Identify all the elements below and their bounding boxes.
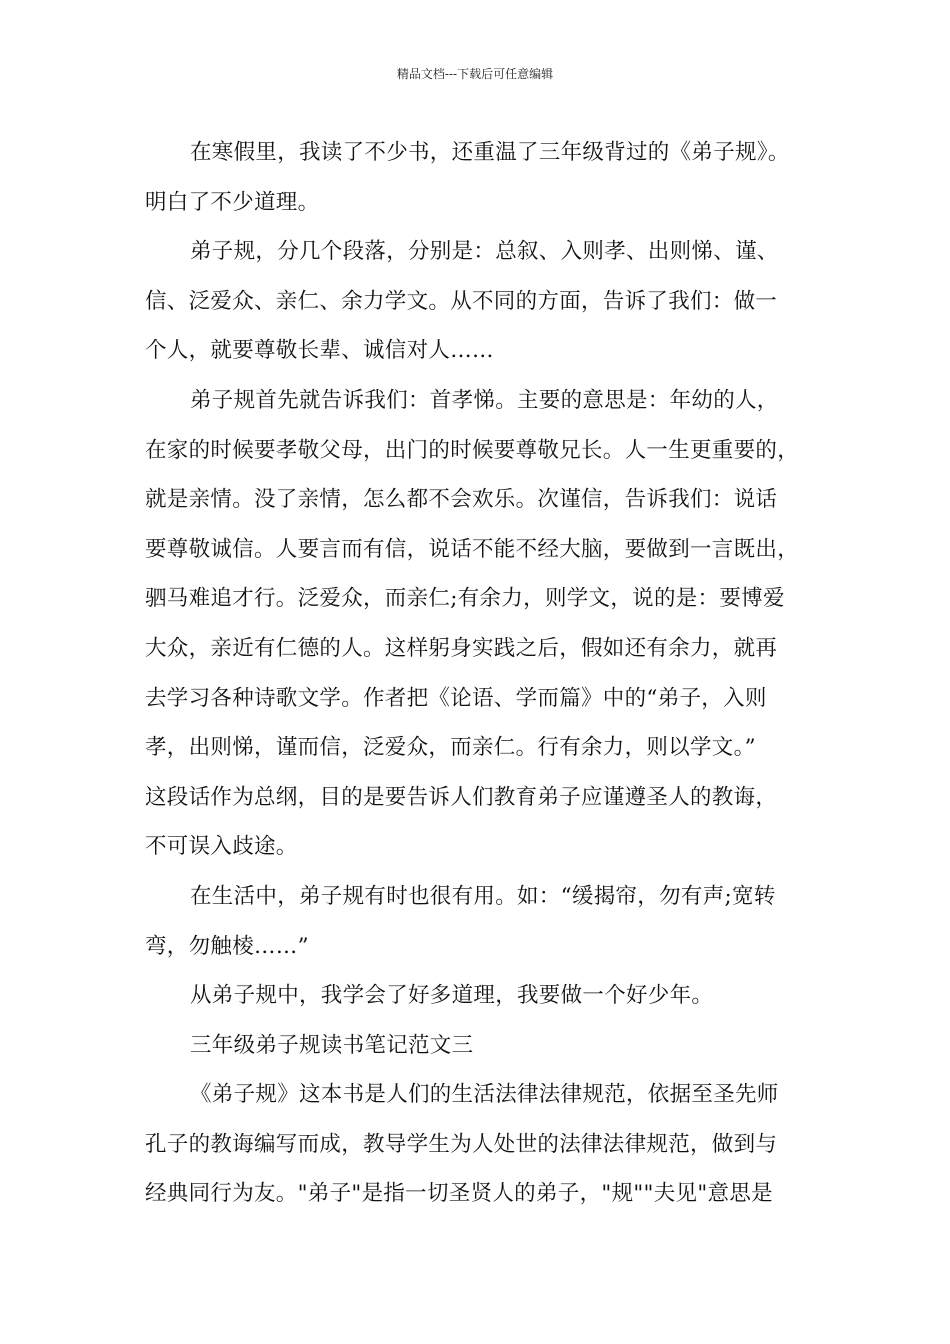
paragraph (145, 128, 825, 227)
text-line: 明白了不少道理。 (145, 189, 320, 215)
paragraph (145, 872, 825, 971)
document-body (145, 128, 825, 1219)
text-line: 从弟子规中，我学会了好多道理，我要做一个好少年。 (190, 983, 714, 1009)
text-line: 在寒假里，我读了不少书，还重温了三年级背过的《弟子规》。 (190, 140, 790, 165)
text-line: 去学习各种诗歌文学。作者把《论语、学而篇》中的“弟子，入则 (145, 685, 767, 711)
text-line: 要尊敬诚信。人要言而有信，说话不能不经大脑，要做到一言既出， (145, 536, 800, 562)
text-line: 不可误入歧途。 (145, 834, 298, 860)
text-line: 大众，亲近有仁德的人。这样躬身实践之后，假如还有余力，就再 (145, 635, 778, 661)
text-line: 经典同行为友。"弟子"是指一切圣贤人的弟子，"规""夫见"意思是 (145, 1181, 773, 1207)
text-line: 个人，就要尊敬长辈、诚信对人…… (145, 338, 494, 364)
paragraph (145, 1070, 825, 1219)
text-line: 孔子的教诲编写而成，教导学生为人处世的法律法律规范，做到与 (145, 1131, 778, 1157)
page-header: 精品文档---下载后可任意编辑 (396, 67, 554, 81)
paragraph (145, 227, 825, 376)
section-title (145, 1021, 825, 1071)
text-line: 就是亲情。没了亲情，怎么都不会欢乐。次谨信，告诉我们：说话 (145, 487, 778, 513)
text-line: 弯，勿触棱……” (145, 933, 309, 959)
paragraph (145, 971, 825, 1021)
text-line: 这段话作为总纲，目的是要告诉人们教育弟子应谨遵圣人的教诲， (145, 784, 778, 810)
text-line: 弟子规首先就告诉我们：首孝悌。主要的意思是：年幼的人， (190, 387, 779, 413)
text-line: 信、泛爱众、亲仁、余力学文。从不同的方面，告诉了我们：做一 (145, 288, 778, 314)
text-line: 孝，出则悌，谨而信，泛爱众，而亲仁。行有余力，则以学文。” (145, 735, 756, 761)
text-line: 驷马难追才行。泛爱众，而亲仁;有余力，则学文，说的是：要博爱 (145, 586, 785, 612)
text-line: 三年级弟子规读书笔记范文三 (190, 1032, 474, 1058)
text-line: 《弟子规》这本书是人们的生活法律法律规范，依据至圣先师 (190, 1082, 779, 1108)
text-line: 在家的时候要孝敬父母，出门的时候要尊敬兄长。人一生更重要的， (145, 437, 800, 463)
text-line: 在生活中，弟子规有时也很有用。如：“缓揭帘，勿有声;宽转 (190, 883, 776, 909)
text-line: 弟子规，分几个段落，分别是：总叙、入则孝、出则悌、谨、 (190, 239, 779, 265)
paragraph (145, 376, 825, 872)
